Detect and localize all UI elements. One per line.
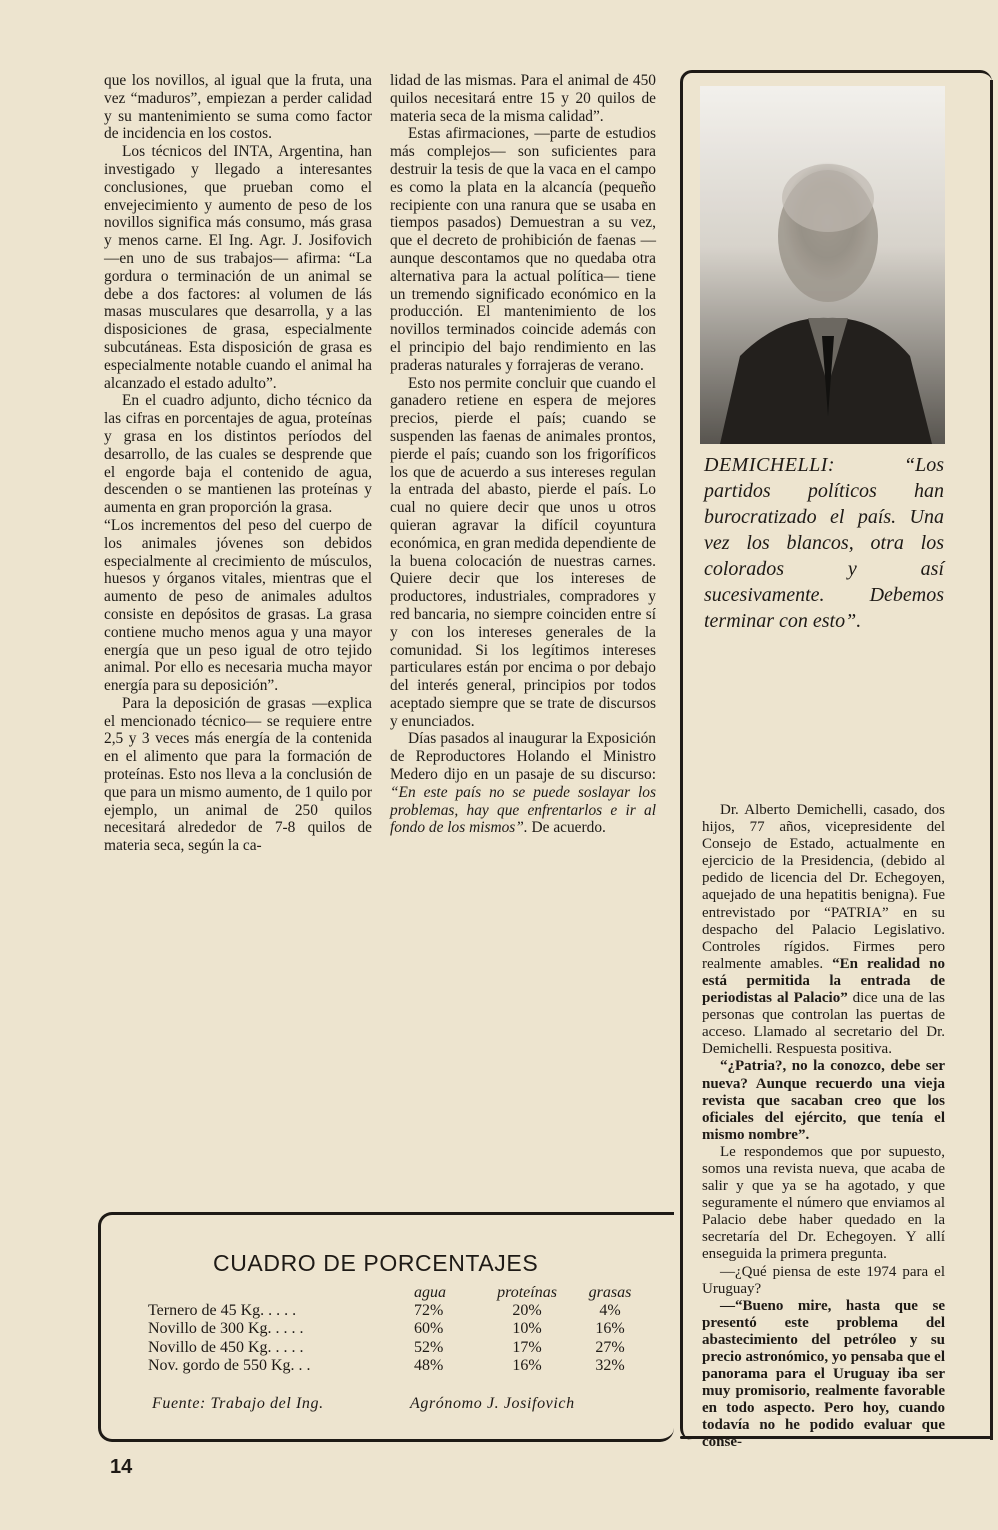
bold-quote: “¿Patria?, no la conozco, debe ser nueva? Aunque recuerdo una vieja revista que sacaban creo que los oficiales del ejército, que tenía el mismo nombre”.	[702, 1058, 945, 1143]
paragraph-text: lidad de las mismas. Para el animal de 450 quilos necesitará entre 15 y 20 quilos de materia seca de la misma calidad”.	[390, 72, 656, 125]
article-paragraph	[104, 392, 372, 517]
caption-name: DEMICHELLI:	[704, 454, 836, 476]
paragraph-text: Para la deposición de grasas —explica el mencionado técnico— se requiere entre 2,5 y 3 veces más energía de la contenida en el alimento que para la formación de proteínas. Esto nos lleva a la conclusión de que para un mismo aumento, de 1 quilo por ejemplo, un animal de 250 quilos necesitará alrededor de 7-8 quilos de materia seca, según la ca-	[104, 694, 372, 855]
paragraph-text: que los novillos, al igual que la fruta, una vez “maduros”, empiezan a perder calidad y su mantenimiento se suma como factor de incidencia en los costos.	[104, 72, 372, 143]
header-proteinas: proteínas	[497, 1284, 557, 1301]
article-column-2	[390, 72, 656, 837]
cell-grasas: 32%	[595, 1356, 625, 1374]
paragraph-text: “Los incrementos del peso del cuerpo de los animales jóvenes son debidos especialmente al crecimiento de músculos, huesos y órganos vitales, mientras que el aumento de peso de animales adultos consiste en depósitos de grasas. La grasa contiene mucho menos agua y una mayor energía que un peso igual de otro tejido animal. Por ello es necesaria mucha mayor energía para su deposición”.	[104, 516, 372, 695]
interview-paragraph	[702, 1298, 945, 1452]
cell-proteinas: 16%	[512, 1356, 542, 1374]
interview-paragraph	[702, 1264, 945, 1298]
cell-proteinas: 20%	[512, 1302, 542, 1320]
paragraph-text: Los técnicos del INTA, Argentina, han investigado y llegado a interesantes conclusiones, que prueban como el envejecimiento y aumento de peso de los novillos significa más consumo, más grasa y menos carne. El Ing. Agr. J. Josifovich —en uno de sus trabajos— afirma: “La gordura o terminación de un animal se debe a dos factores: al volumen de lás masas musculares que desarrolla, y a las disposiciones de grasa, especialmente subcutáneas. Esta disposición de grasa es especialmente notable cuando el animal ha alcanzado el estado adulto”.	[104, 143, 372, 392]
table-row	[148, 1357, 648, 1375]
paragraph-text: Le respondemos que por supuesto, somos una revista nueva, que acaba de salir y que ya se ha agotado, y que seguramente el número que enviamos al Palacio debe haber quedado en la secretaría del Dr. Echegoyen. Y allí enseguida la primera pregunta.	[702, 1143, 945, 1263]
bold-quote: “En realidad no está permitida la entrada de periodistas al Palacio”	[702, 955, 945, 1007]
article-column-1	[104, 72, 372, 855]
italic-quote: “En este país no se puede soslayar los problemas, hay que enfrentarlos e ir al fondo de los mismos”.	[390, 783, 656, 837]
cell-agua: 72%	[414, 1302, 444, 1320]
article-paragraph	[104, 143, 372, 392]
paragraph-text: —¿Qué piensa de este 1974 para el Uruguay?	[702, 1263, 945, 1297]
article-paragraph	[104, 72, 372, 143]
paragraph-text: Estas afirmaciones, —parte de estudios más complejos— son suficientes para destruir la tesis de que la vaca en el campo es como la plata en la alcancía (pequeño recipiente con una ranura que se usaba en tiempos pasados) Demuestran a su vez, que el decreto de prohibición de faenas —aunque descontamos que no quedaba otra alternativa para la actual política— tiene un tremendo significado económico en la producción. El mantenimiento de los novillos terminados coincide además con el principio del bajo rendimiento en las praderas naturales y forrajeras de verano.	[390, 125, 656, 374]
cell-agua: 52%	[414, 1338, 444, 1356]
photo-caption	[704, 452, 944, 634]
table-row	[148, 1302, 648, 1320]
paragraph-text: En el cuadro adjunto, dicho técnico da las cifras en porcentajes de agua, proteínas y grasa en los distintos períodos del desarrollo, de las cuales se desprende que el engorde baja el contenido de agua, descenden o se mantienen las proteínas y aumenta en gran proporción la grasa.	[104, 392, 372, 517]
article-paragraph	[390, 375, 656, 731]
table-row	[148, 1320, 648, 1338]
page-number: 14	[110, 1456, 133, 1478]
cell-proteinas: 17%	[512, 1338, 542, 1356]
table-header-row	[148, 1284, 648, 1302]
interview-paragraph	[702, 1058, 945, 1143]
row-label: Novillo de 450 Kg. . . . .	[148, 1338, 304, 1356]
article-paragraph	[390, 72, 656, 125]
table-title: CUADRO DE PORCENTAJES	[213, 1250, 539, 1276]
interview-paragraph	[702, 802, 945, 1058]
cell-agua: 60%	[414, 1320, 444, 1338]
source-left: Fuente: Trabajo del Ing.	[152, 1395, 324, 1412]
paragraph-text: Esto nos permite concluir que cuando el ganadero retiene en espera de mejores precios, pierde el país; cuando se suspenden las faenas de animales prontos, pierde el país; cuando son los frigoríficos los que de acuerdo a sus intereses regulan la entrada del abasto, pierde el país. Lo cual no quiere decir que unos u otros quieran agravar la difícil coyuntura económica, en gran medida dependiente de la buena colocación de nuestras carnes. Quiere decir que los intereses de productores, industriales, compradores y red bancaria, no siempre coinciden entre sí y con los intereses generales de la comunidad. Si los legítimos intereses particulares están por encima o por debajo del interés general, principios por todos aceptado siempre que se trate de discursos y enunciados.	[390, 374, 656, 730]
article-paragraph	[390, 730, 656, 837]
interview-paragraph	[702, 1144, 945, 1264]
header-grasas: grasas	[588, 1284, 632, 1301]
article-paragraph	[104, 517, 372, 695]
row-label: Nov. gordo de 550 Kg. . .	[148, 1356, 311, 1374]
article-paragraph	[104, 695, 372, 855]
bold-quote: —“Bueno mire, hasta que se presentó este problema del abastecimiento del petróleo y su precio astronómico, yo pensaba que el panorama para el Uruguay iba ser muy promisorio, realmente favorable en todo aspecto. Pero hoy, cuando todavía no he podido evaluar que conse-	[702, 1297, 945, 1451]
article-paragraph	[390, 125, 656, 374]
paragraph-text: Dr. Alberto Demichelli, casado, dos hijos, 77 años, vicepresidente del Consejo de Estado, actualmente en ejercicio de la Presidencia, (debido al pedido de licencia del Dr. Echegoyen, aquejado de una hepatitis benigna). Fue entrevistado por “PATRIA” en su despacho del Palacio Legislativo. Controles rígidos. Firmes pero realmente amables.	[702, 802, 945, 972]
cell-agua: 48%	[414, 1356, 444, 1374]
sidebar-frame-right	[990, 80, 993, 1440]
interview-column	[702, 802, 945, 1452]
cell-grasas: 16%	[595, 1320, 625, 1338]
row-label: Ternero de 45 Kg. . . . .	[148, 1302, 297, 1320]
caption-quote: “Los partidos políticos han burocratizado el país. Una vez los blancos, otra los colorados y así sucesivamente. Debemos terminar con esto”.	[704, 454, 944, 632]
percentage-table	[148, 1284, 648, 1375]
paragraph-tail: dice una de las personas que controlan las puertas de acceso. Llamado al secretario del Dr. Demichelli. Respuesta positiva.	[702, 990, 945, 1058]
source-right: Agrónomo J. Josifovich	[410, 1395, 575, 1412]
portrait-silhouette	[700, 86, 945, 444]
header-agua: agua	[414, 1284, 446, 1301]
portrait-photo	[700, 86, 945, 444]
row-label: Novillo de 300 Kg. . . . .	[148, 1320, 304, 1338]
cell-grasas: 27%	[595, 1338, 625, 1356]
cell-grasas: 4%	[599, 1302, 621, 1320]
paragraph-text: Días pasados al inaugurar la Exposición de Reproductores Holando el Ministro Medero dijo en un pasaje de su discurso:	[390, 730, 656, 784]
table-row	[148, 1339, 648, 1357]
cell-proteinas: 10%	[512, 1320, 542, 1338]
paragraph-tail: De acuerdo.	[527, 819, 606, 837]
